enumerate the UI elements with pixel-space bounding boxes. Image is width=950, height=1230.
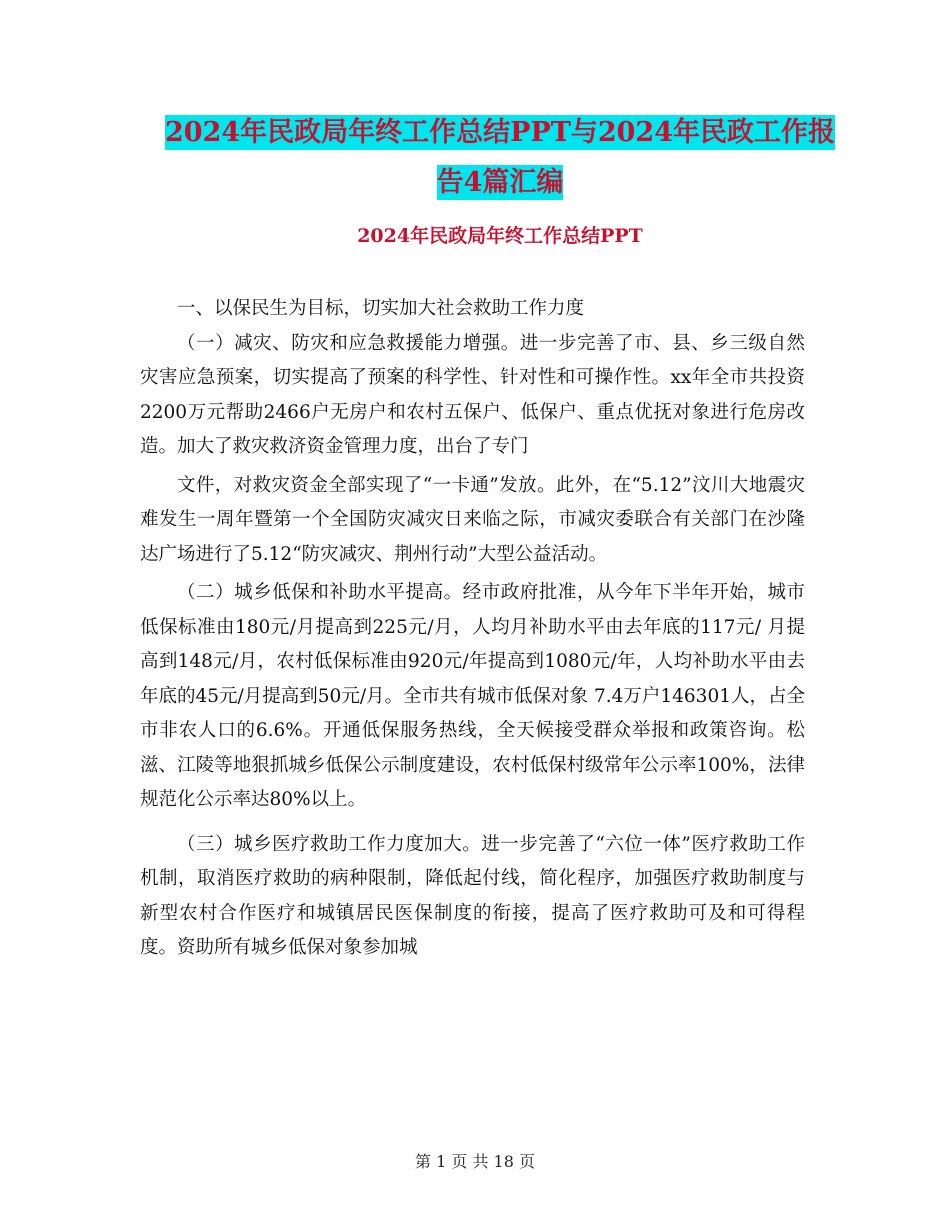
document-title-line1: 2024年民政局年终工作总结PPT与2024年民政工作报 [165,117,835,148]
paragraph: （一）减灾、防灾和应急救援能力增强。进一步完善了市、县、乡三级自然灾害应急预案，切实提高了预案的科学性、针对性和可操作性。xx年全市共投资 2200万元帮助2466户无房户和农村五保户、低保户、重点优抚对象进行危房改造。加大了救灾救济资金管理力度，出台了专门 [140,332,805,457]
document-body [140,292,805,966]
paragraph: （二）城乡低保和补助水平提高。经市政府批准，从今年下半年开始，城市低保标准由180元/月提高到225元/月，人均月补助水平由去年底的117元/ 月提高到148元/月，农村低保标准由920元/年提高到1080元/年，人均补助水平由去年底的45元/月提高到50元/月。全市共有城市低保对象 7.4万户146301人，占全市非农人口的6.6%。开通低保服务热线，全天候接受群众举报和政策咨询。松滋、江陵等地狠抓城乡低保公示制度建设，农村低保村级常年公示率100%，法律规范化公示率达80%以上。 [140,582,805,810]
page-number: 第 1 页 共 18 页 [415,1152,535,1171]
paragraph: （三）城乡医疗救助工作力度加大。进一步完善了“六位一体”医疗救助工作机制，取消医疗救助的病种限制，降低起付线，简化程序，加强医疗救助制度与新型农村合作医疗和城镇居民医保制度的衔接，提高了医疗救助可及和可得程度。资助所有城乡低保对象参加城 [140,833,805,958]
section-title: 2024年民政局年终工作总结PPT [357,225,643,247]
page-footer [0,1150,950,1174]
paragraph: 文件，对救灾资金全部实现了“一卡通”发放。此外，在“5.12”汶川大地震灾难发生一周年暨第一个全国防灾减灾日来临之际，市减灾委联合有关部门在沙隆达广场进行了5.12“防灾减灾、荆州行动”大型公益活动。 [140,474,805,565]
document-title-line2: 告4篇汇编 [436,167,564,198]
document-title [140,108,860,208]
paragraph-heading: 一、以保民生为目标，切实加大社会救助工作力度 [177,298,585,319]
